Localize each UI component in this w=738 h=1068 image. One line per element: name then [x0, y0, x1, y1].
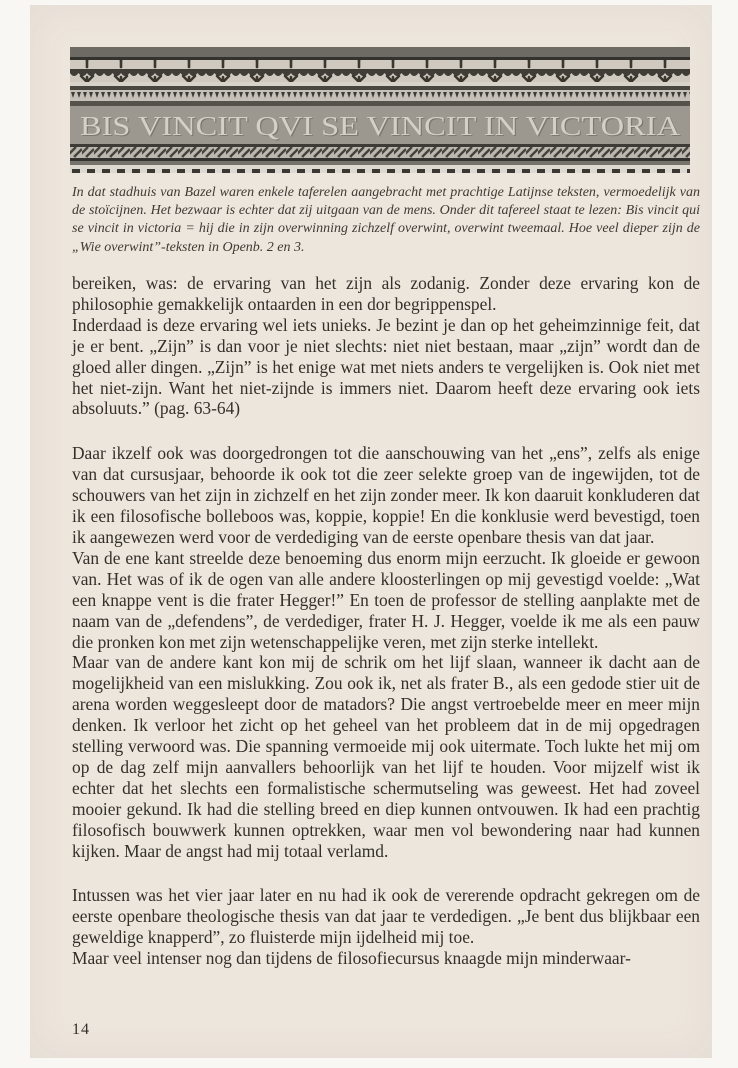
- frieze-photograph: [70, 47, 690, 173]
- body-paragraph-5: Maar van de andere kant kon mij de schrik om het lijf slaan, wanneer ik dacht aan de mogelijkheid van een mislukking. Zou ook ik, net als frater B., als een gedode stier uit de arena worden weggesleept door de matadors? Die angst vertroebelde meer en meer mijn denken. Ik verloor het zicht op het geheel van het probleem dat in de mij opgedragen stelling verwoord was. Die spanning vermoeide mij ook uitermate. Toch lukte het mij om op de dag zelf mijn aanvallers behoorlijk van het lijf te houden. Voor mijzelf wist ik echter dat het slechts een formalistische schermutseling was geweest. Het had zoveel mooier gekund. Ik had die stelling breed en diep kunnen ontvouwen. Ik had een prachtig filosofisch bouwwerk kunnen optrekken, waar men vol bewondering naar had kunnen kijken. Maar de angst had mij totaal verlamd.: [72, 652, 700, 861]
- body-paragraph-4: Van de ene kant streelde deze benoeming dus enorm mijn eerzucht. Ik gloeide er gewoon van. Het was of ik de ogen van alle andere kloosterlingen op mij gevestigd voelde: „Wat een knappe vent is die frater Hegger!” En toen de professor de stelling aanplakte met de naam van de „defendens”, de verdediger, frater H. J. Hegger, voelde ik me als een pauw die pronken kon met zijn wetenschappelijke veren, met zijn sterke intellekt.: [72, 547, 700, 652]
- paragraph-block-3: [72, 885, 700, 969]
- body-paragraph-3: Daar ikzelf ook was doorgedrongen tot die aanschouwing van het „ens”, zelfs als enige van dat cursusjaar, behoorde ik ook tot die zeer selekte groep van de ingewijden, tot de schouwers van het zijn in zichzelf en het zijn zonder meer. Ik kon daaruit konkluderen dat ik een filosofische bolleboos was, koppie, koppie! En die konklusie werd bevestigd, toen ik aangewezen werd voor de verdediging van de eerste openbare thesis van dat jaar.: [72, 443, 700, 547]
- page-number: 14: [72, 1021, 90, 1038]
- body-paragraph-2: Inderdaad is deze ervaring wel iets unieks. Je bezint je dan op het geheimzinnige feit, dat je er bent. „Zijn” is dan voor je niet slechts: niet niet bestaan, maar „zijn” wordt dan de gloed aller dingen. „Zijn” is het enige wat met niets anders te vergelijken is. Ook niet met het niet-zijn. Want het niet-zijnde is immers niet. Daarom heeft deze ervaring ook iets absoluuts.” (pag. 63-64): [72, 314, 700, 419]
- frieze-inscription: BIS VINCIT QVI SE VINCIT IN VICTORIA: [80, 111, 681, 141]
- book-page: [30, 5, 712, 1058]
- paragraph-block-1: [72, 273, 700, 419]
- body-paragraph-6: Intussen was het vier jaar later en nu had ik ook de vererende opdracht gekregen om de eerste openbare theologische thesis van dat jaar te verdedigen. „Je bent dus blijkbaar een geweldige knapperd”, zo fluisterde mijn ijdelheid mij toe.: [72, 885, 700, 948]
- body-paragraph-1: bereiken, was: de ervaring van het zijn als zodanig. Zonder deze ervaring kon de philosophie gemakkelijk ontaarden in een dor begrippenspel.: [72, 273, 700, 314]
- body-text: [72, 273, 700, 993]
- paragraph-block-2: [72, 443, 700, 861]
- frieze-photo-graphic: [70, 47, 690, 173]
- body-paragraph-7: Maar veel intenser nog dan tijdens de filosofiecursus knaagde mijn minderwaar-: [72, 948, 631, 969]
- photo-caption: In dat stadhuis van Bazel waren enkele taferelen aangebracht met prachtige Latijnse teksten, vermoedelijk van de stoïcijnen. Het bezwaar is echter dat zij uitgaan van de mens. Onder dit tafereel staat te lezen: Bis vincit qui se vincit in victoria = hij die in zijn overwinning zichzelf overwint, overwint tweemaal. Hoe veel dieper zijn de „Wie overwint”-teksten in Openb. 2 en 3.: [72, 185, 700, 255]
